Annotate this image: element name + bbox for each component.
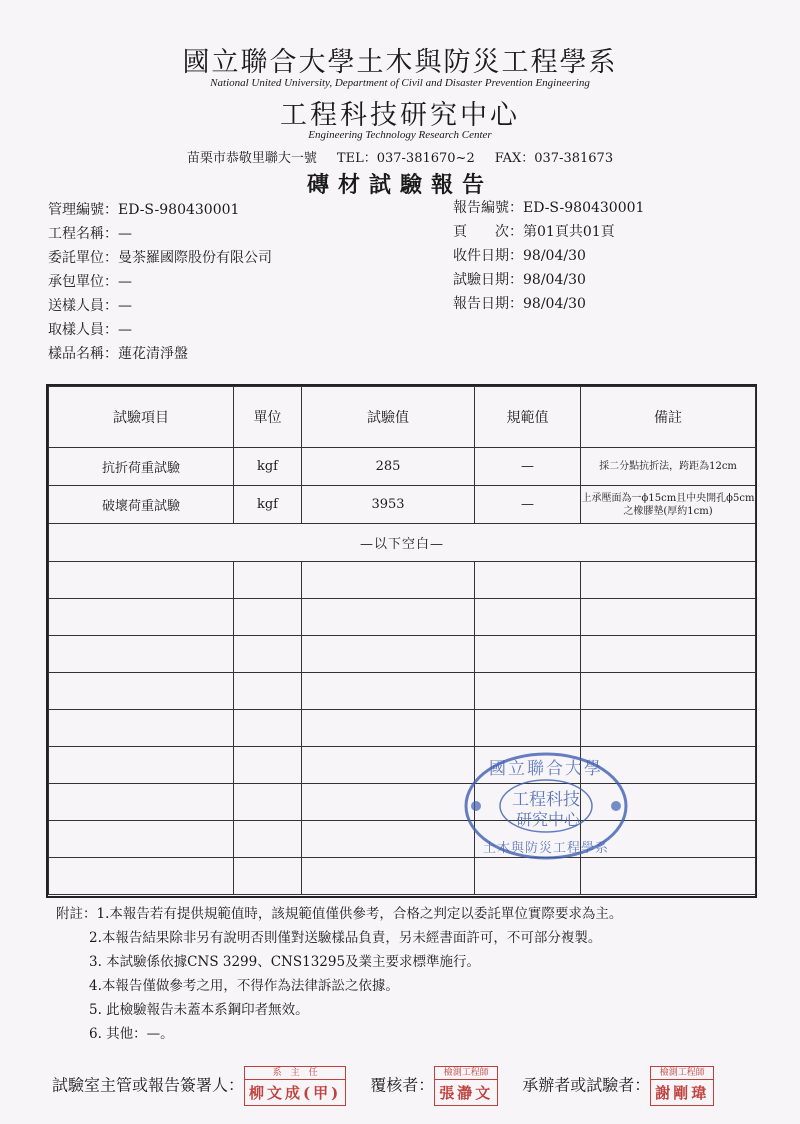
column-header: 試驗值 [302, 387, 475, 448]
info-row [48, 270, 272, 294]
research-center-seal [462, 750, 630, 862]
table-row [49, 486, 756, 524]
empty-row [49, 821, 756, 858]
center-title: 工程科技研究中心 [280, 100, 520, 131]
table-row [49, 448, 756, 486]
info-value: 第01頁共01頁 [523, 224, 615, 240]
info-value: 98/04/30 [523, 272, 586, 288]
empty-row [49, 858, 756, 895]
report-title: 磚材試驗報告 [306, 172, 493, 198]
info-row [453, 220, 644, 244]
info-row [48, 294, 272, 318]
empty-row [49, 562, 756, 599]
info-row [453, 196, 644, 220]
blank-note-row [49, 524, 756, 562]
reviewer-label: 覆核者： [370, 1075, 435, 1095]
info-label: 送樣人員： [48, 298, 118, 314]
info-left [48, 198, 272, 366]
info-right [453, 196, 644, 316]
reviewer-stamp: 檢測工程師 張瀞文 [434, 1066, 498, 1106]
svg-text:土木與防災工程學系: 土木與防災工程學系 [482, 841, 610, 856]
info-value: 蓮花清淨盤 [118, 346, 188, 362]
note-item: 4.本報告僅做參考之用，不得作為法律訴訟之依據。 [89, 978, 399, 994]
info-label: 工程名稱： [48, 226, 118, 242]
fax: FAX：037-381673 [494, 151, 614, 166]
info-value: — [118, 226, 132, 242]
supervisor-stamp: 系 主 任 柳文成(甲) [244, 1066, 346, 1106]
info-value: — [118, 322, 132, 338]
signature-line [52, 1066, 714, 1106]
note-item: 附註：1.本報告若有提供規範值時，該規範值僅供參考，合格之判定以委託單位實際要求為主。 [56, 906, 623, 922]
info-label: 委託單位： [48, 250, 118, 266]
info-label: 試驗日期： [453, 272, 523, 288]
info-label: 頁 次： [453, 224, 523, 240]
info-label: 樣品名稱： [48, 346, 118, 362]
svg-text:研究中心: 研究中心 [515, 810, 581, 829]
remark: 上承壓面為一ϕ15cm且中央開孔ϕ5cm之橡膠墊(厚約1cm) [581, 486, 756, 524]
info-value: 98/04/30 [523, 248, 586, 264]
info-value: 98/04/30 [523, 296, 586, 312]
empty-row [49, 599, 756, 636]
test-item: 破壞荷重試驗 [49, 486, 234, 524]
note-item: 5. 此檢驗報告未蓋本系鋼印者無效。 [89, 1002, 309, 1018]
tester-stamp: 檢測工程師 謝剛瑋 [650, 1066, 714, 1106]
empty-row [49, 636, 756, 673]
supervisor-label: 試驗室主管或報告簽署人： [52, 1075, 245, 1095]
info-label: 報告日期： [453, 296, 523, 312]
note-item: 6. 其他：—。 [89, 1026, 174, 1042]
empty-row [49, 673, 756, 710]
column-header: 備註 [581, 387, 756, 448]
info-value: ED-S-980430001 [118, 202, 240, 218]
empty-row [49, 747, 756, 784]
info-row [453, 292, 644, 316]
info-row [48, 222, 272, 246]
address: 苗栗市恭敬里聯大一號 [186, 151, 317, 166]
tel: TEL：037-381670~2 [336, 151, 475, 166]
unit: kgf [234, 486, 302, 524]
spec-value: — [475, 486, 581, 524]
info-value: — [118, 298, 132, 314]
unit: kgf [234, 448, 302, 486]
empty-row [49, 784, 756, 821]
info-value: 曼茶羅國際股份有限公司 [118, 250, 272, 266]
info-value: — [118, 274, 132, 290]
svg-text:國立聯合大學: 國立聯合大學 [489, 759, 603, 779]
info-row [453, 268, 644, 292]
contact-line [0, 147, 800, 166]
test-value: 285 [302, 448, 475, 486]
info-label: 收件日期： [453, 248, 523, 264]
info-value: ED-S-980430001 [523, 200, 645, 216]
info-row [48, 318, 272, 342]
column-header: 單位 [234, 387, 302, 448]
info-label: 取樣人員： [48, 322, 118, 338]
note-item: 3. 本試驗係依據CNS 3299、CNS13295及業主要求標準施行。 [89, 954, 481, 970]
table-header-row [49, 387, 756, 448]
info-label: 承包單位： [48, 274, 118, 290]
center-english-title: Engineering Technology Research Center [308, 129, 492, 141]
remark: 採二分點抗折法，跨距為12cm [581, 448, 756, 486]
university-title: 國立聯合大學土木與防災工程學系 [182, 47, 618, 78]
empty-row [49, 710, 756, 747]
blank-note: —以下空白— [49, 524, 756, 562]
info-row [453, 244, 644, 268]
note-item: 2.本報告結果除非另有說明否則僅對送驗樣品負責，另未經書面許可，不可部分複製。 [89, 930, 602, 946]
notes-prefix: 附註： [56, 906, 97, 922]
column-header: 規範值 [475, 387, 581, 448]
info-row [48, 198, 272, 222]
info-label: 管理編號： [48, 202, 118, 218]
test-value: 3953 [302, 486, 475, 524]
tester-label: 承辦者或試驗者： [522, 1075, 651, 1095]
info-row [48, 342, 272, 366]
info-label: 報告編號： [453, 200, 523, 216]
test-item: 抗折荷重試驗 [49, 448, 234, 486]
results-table [46, 384, 757, 898]
svg-text:工程科技: 工程科技 [512, 790, 580, 810]
university-english-title: National United University, Department of Civil and Disaster Prevention Engineering [210, 77, 590, 89]
spec-value: — [475, 448, 581, 486]
notes [56, 902, 622, 1046]
column-header: 試驗項目 [49, 387, 234, 448]
info-row [48, 246, 272, 270]
